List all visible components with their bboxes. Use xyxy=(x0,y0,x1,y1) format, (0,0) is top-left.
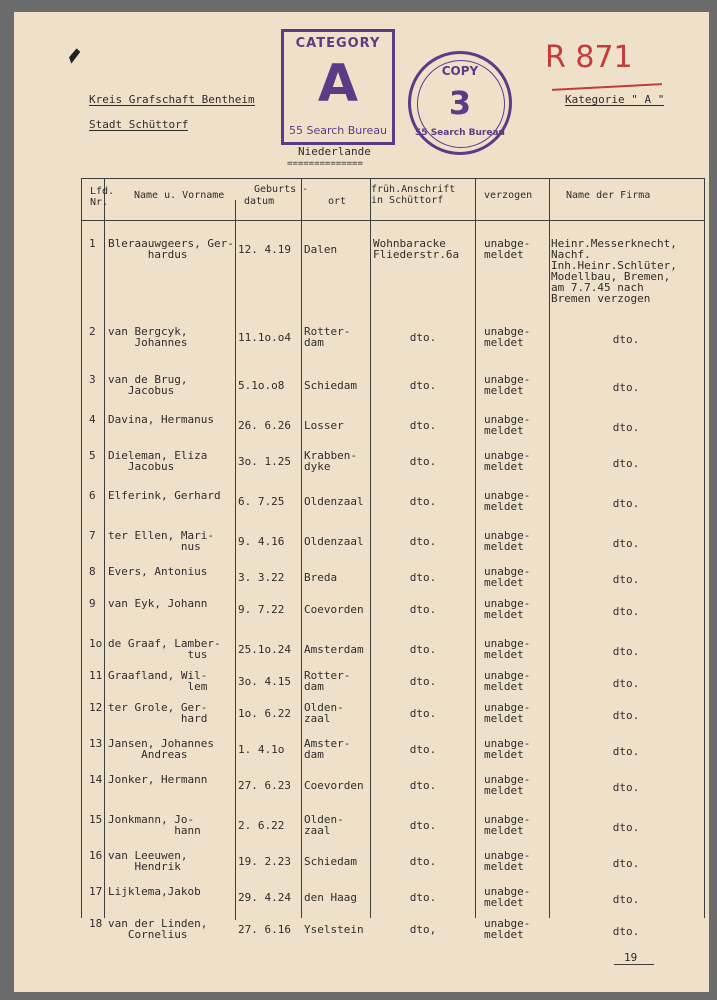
cell-verzogen: unabge- meldet xyxy=(484,565,531,589)
cell-anschrift: dto. xyxy=(409,571,437,584)
cell-verzogen: unabge- meldet xyxy=(484,529,531,553)
cell-verzogen: unabge- meldet xyxy=(484,701,531,725)
copy-stamp-title: COPY xyxy=(441,64,479,78)
cell-datum: 11.1o.o4 xyxy=(238,331,291,344)
cell-datum: 27. 6.23 xyxy=(238,779,291,792)
cell-verzogen: unabge- meldet xyxy=(484,413,531,437)
cell-name: Evers, Antonius xyxy=(108,565,208,578)
cell-verzogen: unabge- meldet xyxy=(484,637,531,661)
district-title: Kreis Grafschaft Bentheim xyxy=(89,93,255,106)
category-label: Kategorie " A " xyxy=(565,93,665,106)
table-header-rule xyxy=(81,220,705,221)
header-verzogen: verzogen xyxy=(484,190,533,201)
cell-nr: 1o xyxy=(89,637,103,650)
cell-datum: 27. 6.16 xyxy=(238,923,291,936)
cell-verzogen: unabge- meldet xyxy=(484,849,531,873)
cell-datum: 1. 4.1o xyxy=(238,743,285,756)
cell-nr: 14 xyxy=(89,773,103,786)
cell-firma: dto. xyxy=(612,381,640,394)
cell-name: ter Grole, Ger- hard xyxy=(108,701,208,725)
cell-verzogen: unabge- meldet xyxy=(484,813,531,837)
category-stamp-bureau: 55 Search Bureau xyxy=(288,124,388,137)
document-page xyxy=(14,12,709,992)
cell-ort: Amsterdam xyxy=(304,643,364,656)
cell-name: Jonkmann, Jo- hann xyxy=(108,813,201,837)
cell-nr: 4 xyxy=(89,413,96,426)
col-rule xyxy=(301,178,302,918)
cell-name: Jonker, Hermann xyxy=(108,773,208,786)
cell-anschrift: dto. xyxy=(409,603,437,616)
cell-firma: dto. xyxy=(612,709,640,722)
cell-anschrift: dto. xyxy=(409,819,437,832)
cell-datum: 26. 6.26 xyxy=(238,419,291,432)
cell-datum: 25.1o.24 xyxy=(238,643,291,656)
col-rule xyxy=(235,200,236,920)
cell-datum: 2. 6.22 xyxy=(238,819,285,832)
cell-datum: 3o. 1.25 xyxy=(238,455,291,468)
cell-ort: Schiedam xyxy=(304,855,357,868)
header-anschrift: früh.Anschrift in Schüttorf xyxy=(371,184,456,206)
cell-nr: 5 xyxy=(89,449,96,462)
cell-nr: 15 xyxy=(89,813,103,826)
cell-name: Davina, Hermanus xyxy=(108,413,214,426)
col-rule xyxy=(370,178,371,918)
page-number: 19 xyxy=(624,951,638,964)
page-number-rule xyxy=(614,964,654,965)
cell-anschrift: dto. xyxy=(409,675,437,688)
cell-firma: dto. xyxy=(612,745,640,758)
cell-nr: 6 xyxy=(89,489,96,502)
cell-firma: dto. xyxy=(612,333,640,346)
cell-datum: 29. 4.24 xyxy=(238,891,291,904)
cell-ort: Rotter- dam xyxy=(304,325,351,349)
cell-datum: 5.1o.o8 xyxy=(238,379,285,392)
cell-ort: Amster- dam xyxy=(304,737,351,761)
cell-ort: Dalen xyxy=(304,243,338,256)
cell-anschrift: dto, xyxy=(409,923,437,936)
cell-datum: 12. 4.19 xyxy=(238,243,291,256)
cell-firma: dto. xyxy=(612,421,640,434)
cell-ort: Coevorden xyxy=(304,779,364,792)
cell-nr: 17 xyxy=(89,885,103,898)
cell-anschrift: dto. xyxy=(409,455,437,468)
cell-nr: 2 xyxy=(89,325,96,338)
cell-ort: Breda xyxy=(304,571,338,584)
cell-firma: Heinr.Messerknecht, Nachf. Inh.Heinr.Schlüter, Modellbau, Bremen, am 7.7.45 nach Bremen verzogen xyxy=(551,237,677,305)
cell-ort: Oldenzaal xyxy=(304,495,364,508)
cell-nr: 12 xyxy=(89,701,103,714)
cell-ort: Olden- zaal xyxy=(304,813,344,837)
cell-anschrift: dto. xyxy=(409,643,437,656)
cell-verzogen: unabge- meldet xyxy=(484,237,531,261)
cell-firma: dto. xyxy=(612,497,640,510)
cell-verzogen: unabge- meldet xyxy=(484,325,531,349)
copy-stamp-number: 3 xyxy=(448,84,472,122)
cell-firma: dto. xyxy=(612,605,640,618)
cell-nr: 13 xyxy=(89,737,103,750)
cell-datum: 19. 2.23 xyxy=(238,855,291,868)
header-ort: ort xyxy=(328,196,347,207)
cell-firma: dto. xyxy=(612,457,640,470)
cell-anschrift: dto. xyxy=(409,331,437,344)
cell-firma: dto. xyxy=(612,677,640,690)
cell-nr: 8 xyxy=(89,565,96,578)
cell-nr: 3 xyxy=(89,373,96,386)
cell-ort: Schiedam xyxy=(304,379,357,392)
cell-firma: dto. xyxy=(612,821,640,834)
cell-name: Jansen, Johannes Andreas xyxy=(108,737,214,761)
cell-anschrift: dto. xyxy=(409,495,437,508)
cell-anschrift: dto. xyxy=(409,779,437,792)
cell-name: van der Linden, Cornelius xyxy=(108,917,208,941)
category-stamp-title: CATEGORY xyxy=(295,36,381,51)
town-title: Stadt Schüttorf xyxy=(89,118,189,131)
cell-datum: 3o. 4.15 xyxy=(238,675,291,688)
cell-datum: 3. 3.22 xyxy=(238,571,285,584)
cell-ort: Losser xyxy=(304,419,344,432)
cell-firma: dto. xyxy=(612,857,640,870)
cell-ort: Rotter- dam xyxy=(304,669,351,693)
cell-anschrift: dto. xyxy=(409,535,437,548)
cell-firma: dto. xyxy=(612,893,640,906)
cell-verzogen: unabge- meldet xyxy=(484,737,531,761)
cell-anschrift: dto. xyxy=(409,379,437,392)
cell-anschrift: dto. xyxy=(409,855,437,868)
cell-datum: 9. 4.16 xyxy=(238,535,285,548)
cell-ort: Coevorden xyxy=(304,603,364,616)
reference-number: R 871 xyxy=(545,40,633,75)
cell-verzogen: unabge- meldet xyxy=(484,885,531,909)
cell-firma: dto. xyxy=(612,781,640,794)
cell-anschrift: dto. xyxy=(409,891,437,904)
cell-ort: Oldenzaal xyxy=(304,535,364,548)
cell-name: van de Brug, Jacobus xyxy=(108,373,188,397)
cell-firma: dto. xyxy=(612,645,640,658)
col-rule xyxy=(104,178,105,918)
corner-mark xyxy=(67,47,81,65)
cell-name: Graafland, Wil- lem xyxy=(108,669,208,693)
category-stamp xyxy=(281,29,395,145)
cell-verzogen: unabge- meldet xyxy=(484,773,531,797)
header-firma: Name der Firma xyxy=(566,190,651,201)
cell-verzogen: unabge- meldet xyxy=(484,597,531,621)
cell-verzogen: unabge- meldet xyxy=(484,669,531,693)
header-lfd: Lfd. Nr. xyxy=(90,186,115,208)
col-rule xyxy=(704,178,705,918)
header-datum: datum xyxy=(244,196,275,207)
reference-underline xyxy=(552,83,662,91)
country-heading: Niederlande xyxy=(298,145,371,158)
cell-nr: 1 xyxy=(89,237,96,250)
cell-firma: dto. xyxy=(612,537,640,550)
cell-firma: dto. xyxy=(612,573,640,586)
cell-verzogen: unabge- meldet xyxy=(484,489,531,513)
cell-datum: 1o. 6.22 xyxy=(238,707,291,720)
cell-ort: Krabben- dyke xyxy=(304,449,357,473)
cell-ort: Olden- zaal xyxy=(304,701,344,725)
col-rule xyxy=(81,178,82,918)
cell-name: Lijklema,Jakob xyxy=(108,885,201,898)
cell-anschrift: dto. xyxy=(409,419,437,432)
cell-anschrift: dto. xyxy=(409,743,437,756)
copy-stamp xyxy=(408,51,512,155)
cell-firma: dto. xyxy=(612,925,640,938)
cell-verzogen: unabge- meldet xyxy=(484,373,531,397)
cell-name: Dieleman, Eliza Jacobus xyxy=(108,449,208,473)
copy-stamp-bureau: 55 Search Bureau xyxy=(415,128,505,138)
cell-nr: 16 xyxy=(89,849,103,862)
col-rule xyxy=(475,178,476,918)
col-rule xyxy=(549,178,550,918)
cell-nr: 7 xyxy=(89,529,96,542)
cell-datum: 6. 7.25 xyxy=(238,495,285,508)
country-underline: ============== xyxy=(287,159,363,169)
cell-verzogen: unabge- meldet xyxy=(484,917,531,941)
cell-name: Bleraauwgeers, Ger- hardus xyxy=(108,237,234,261)
cell-name: van Eyk, Johann xyxy=(108,597,208,610)
cell-anschrift: dto. xyxy=(409,707,437,720)
cell-name: Elferink, Gerhard xyxy=(108,489,221,502)
cell-verzogen: unabge- meldet xyxy=(484,449,531,473)
cell-nr: 11 xyxy=(89,669,103,682)
header-name: Name u. Vorname xyxy=(134,190,225,201)
cell-name: ter Ellen, Mari- nus xyxy=(108,529,214,553)
category-stamp-letter: A xyxy=(317,54,359,114)
table-top-rule xyxy=(81,178,705,179)
cell-name: van Leeuwen, Hendrik xyxy=(108,849,188,873)
cell-anschrift: Wohnbaracke Fliederstr.6a xyxy=(373,237,460,261)
cell-nr: 9 xyxy=(89,597,96,610)
cell-datum: 9. 7.22 xyxy=(238,603,285,616)
header-geburts: Geburts - xyxy=(254,184,309,195)
cell-ort: Yselstein xyxy=(304,923,364,936)
cell-name: van Bergcyk, Johannes xyxy=(108,325,188,349)
cell-ort: den Haag xyxy=(304,891,357,904)
cell-name: de Graaf, Lamber- tus xyxy=(108,637,221,661)
cell-nr: 18 xyxy=(89,917,103,930)
